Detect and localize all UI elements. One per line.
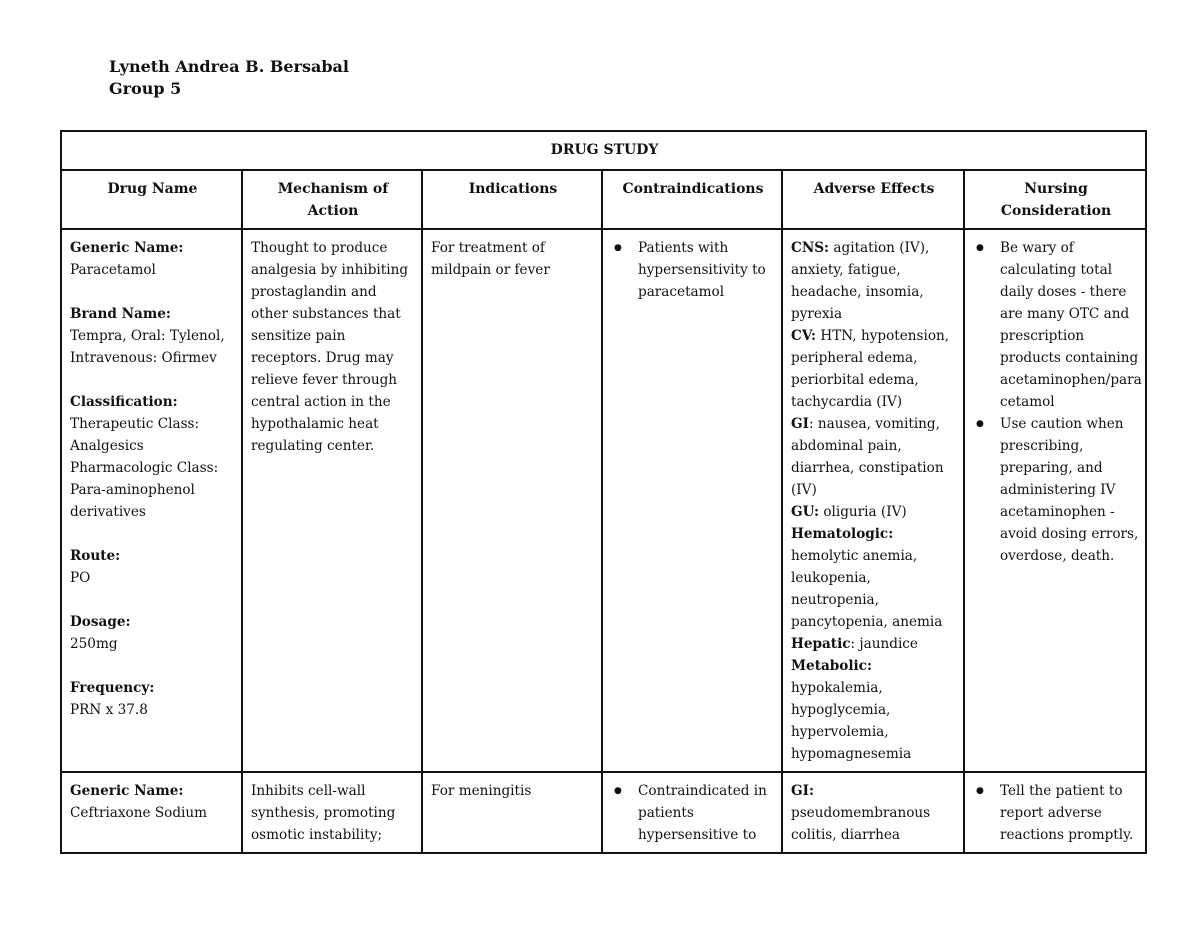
- adverse-effect-metabolic: Metabolic: hypokalemia, hypoglycemia, hypervolemia, hypomagnesemia: [791, 658, 912, 762]
- list-item: ● Be wary of calculating total daily doses - there are many OTC and prescription products containing acetaminophen/para cetamol: [973, 237, 1139, 413]
- group-label: Group 5: [109, 79, 182, 98]
- nursing-cell: [964, 229, 1146, 772]
- dosage-label: Dosage:: [70, 614, 131, 630]
- frequency: PRN x 37.8: [70, 702, 148, 718]
- indications-cell: For meningitis: [422, 772, 602, 853]
- contraindications-cell: [602, 772, 782, 853]
- generic-name-label: Generic Name:: [70, 783, 184, 799]
- therapeutic-class: Therapeutic Class: Analgesics: [70, 416, 200, 454]
- indications-cell: For treatment of mildpain or fever: [422, 229, 602, 772]
- adverse-effect-cns: CNS: agitation (IV), anxiety, fatigue, headache, insomia, pyrexia: [791, 240, 930, 322]
- header-adverse-effects: Adverse Effects: [782, 170, 964, 229]
- generic-name: Paracetamol: [70, 262, 156, 278]
- adverse-effect-hematologic: Hematologic: hemolytic anemia, leukopenia, neutropenia, pancytopenia, anemia: [791, 526, 943, 630]
- adverse-effects-cell: [782, 229, 964, 772]
- nursing-list: [973, 780, 1139, 846]
- table-row: [61, 772, 1146, 853]
- list-item: ● Tell the patient to report adverse reactions promptly.: [973, 780, 1139, 846]
- route-label: Route:: [70, 548, 121, 564]
- adverse-effects-cell: [782, 772, 964, 853]
- route: PO: [70, 570, 91, 586]
- generic-name-label: Generic Name:: [70, 240, 184, 256]
- table-title: DRUG STUDY: [61, 131, 1146, 170]
- adverse-effect-hepatic: Hepatic: jaundice: [791, 636, 918, 652]
- mechanism-cell: Inhibits cell-wall synthesis, promoting osmotic instability;: [242, 772, 422, 853]
- table-row: [61, 229, 1146, 772]
- classification-label: Classification:: [70, 394, 178, 410]
- document-header: [109, 56, 349, 100]
- contraindications-cell: [602, 229, 782, 772]
- contraindications-list: [611, 237, 775, 303]
- dosage: 250mg: [70, 636, 118, 652]
- generic-name: Ceftriaxone Sodium: [70, 805, 208, 821]
- table-header-row: [61, 170, 1146, 229]
- list-item: ● Contraindicated in patients hypersensitive to: [611, 780, 775, 846]
- adverse-effect-cv: CV: HTN, hypotension, peripheral edema, periorbital edema, tachycardia (IV): [791, 328, 950, 410]
- header-drug-name: Drug Name: [61, 170, 242, 229]
- header-nursing: Nursing Consideration: [964, 170, 1146, 229]
- nursing-cell: [964, 772, 1146, 853]
- drug-name-cell: [61, 229, 242, 772]
- header-indications: Indications: [422, 170, 602, 229]
- list-item: ● Patients with hypersensitivity to paracetamol: [611, 237, 775, 303]
- nursing-list: [973, 237, 1142, 567]
- list-item: ● Use caution when prescribing, preparing, and administering IV acetaminophen - avoid dosing errors, overdose, death.: [973, 413, 1139, 567]
- brand-name: Tempra, Oral: Tylenol, Intravenous: Ofirmev: [70, 328, 225, 366]
- author-name: Lyneth Andrea B. Bersabal: [109, 57, 349, 76]
- contraindications-list: [611, 780, 775, 846]
- header-mechanism: Mechanism of Action: [242, 170, 422, 229]
- drug-study-table: [60, 130, 1147, 854]
- frequency-label: Frequency:: [70, 680, 155, 696]
- adverse-effect-gi: GI: nausea, vomiting, abdominal pain, diarrhea, constipation (IV): [791, 416, 944, 498]
- adverse-effect-gu: GU: oliguria (IV): [791, 504, 907, 520]
- header-contraindications: Contraindications: [602, 170, 782, 229]
- drug-name-cell: [61, 772, 242, 853]
- mechanism-cell: Thought to produce analgesia by inhibiting prostaglandin and other substances that sensitize pain receptors. Drug may relieve fever through central action in the hypothalamic heat regulating center.: [242, 229, 422, 772]
- brand-name-label: Brand Name:: [70, 306, 171, 322]
- adverse-effect-gi: GI: pseudomembranous colitis, diarrhea: [791, 783, 931, 843]
- pharmacologic-class: Pharmacologic Class: Para-aminophenol derivatives: [70, 460, 219, 520]
